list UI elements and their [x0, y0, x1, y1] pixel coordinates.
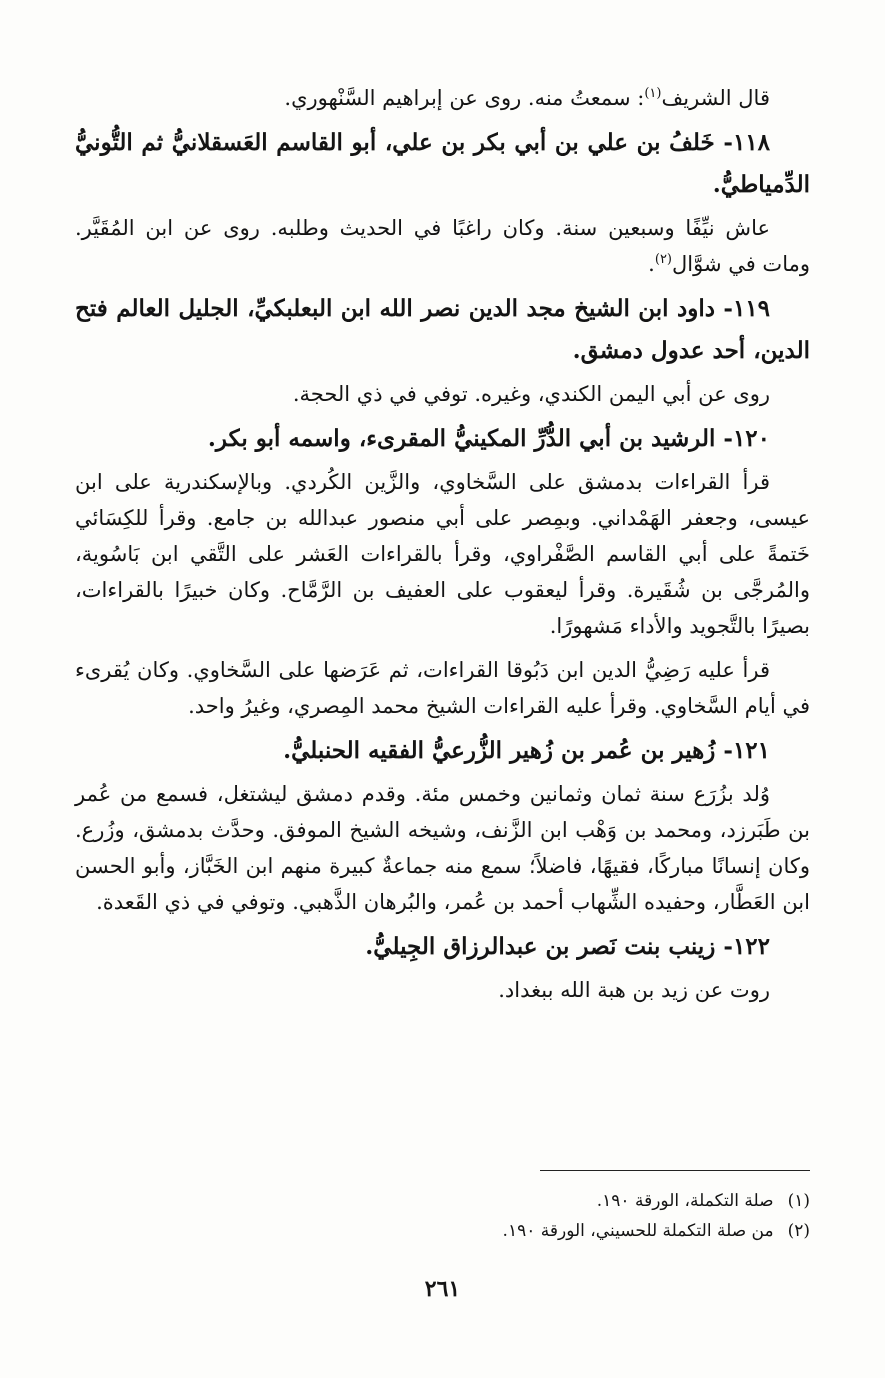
main-text: [75, 80, 810, 1008]
entry-122-heading: ١٢٢- زينب بنت نَصر بن عبدالرزاق الجِيليُّ.: [365, 933, 770, 960]
footnote-text: من صلة التكملة للحسيني، الورقة ١٩٠.: [502, 1221, 774, 1241]
entry-119-heading: ١١٩- داود ابن الشيخ مجد الدين نصر الله ابن البعلبكيِّ، الجليل العالم فتح الدين، أحد عدول دمشق.: [75, 295, 810, 364]
intro-text: قال الشريف: [661, 86, 770, 110]
entry-118-end: .: [648, 252, 655, 276]
footnote-2: [75, 1216, 810, 1246]
intro-paragraph: [75, 80, 810, 116]
footnote-1: [75, 1186, 810, 1216]
footnote-ref-2: (٢): [654, 252, 672, 267]
footnote-number: (١): [787, 1191, 810, 1211]
entry-118-text: عاش نيِّفًا وسبعين سنة. وكان راغبًا في الحديث وطلبه. روى عن ابن المُقَيَّر. ومات في شوَّال: [75, 216, 810, 276]
footnote-ref-1: (١): [644, 86, 662, 101]
entry-118-heading: ١١٨- خَلفُ بن علي بن أبي بكر بن علي، أبو القاسم العَسقلانيُّ ثم التُّونيُّ الدِّمياطيُّ.: [75, 129, 810, 198]
entry-118-body: [75, 210, 810, 282]
entry-119-body: روى عن أبي اليمن الكندي، وغيره. توفي في ذي الحجة.: [292, 382, 770, 406]
footnote-divider: [540, 1170, 810, 1171]
entry-120-body-2: قرأ عليه رَضِيُّ الدين ابن دَبُوقا القراءات، ثم عَرَضها على السَّخاوي. وكان يُقرىء في أيام السَّخاوي. وقرأ عليه القراءات الشيخ محمد المِصري، وغيرُ واحد.: [75, 658, 810, 718]
entry-121-heading: ١٢١- زُهير بن عُمر بن زُهير الزُّرعيُّ الفقيه الحنبليُّ.: [283, 737, 770, 764]
entry-120-heading: ١٢٠- الرشيد بن أبي الدُّرِّ المكينيُّ المقرىء، واسمه أبو بكر.: [207, 425, 770, 452]
footnotes: [75, 1186, 810, 1246]
entry-120-body-1: قرأ القراءات بدمشق على السَّخاوي، والزَّين الكُردي. وبالإسكندرية على ابن عيسى، وجعفر الهَمْداني. وبمِصر على أبي منصور عبدالله بن جامع. وقرأ للكِسَائي خَتمةً على أبي القاسم الصَّفْراوي، وقرأ بالقراءات العَشر على التَّقي ابن بَاسُوية، والمُرجَّى بن شُقَيرة. وقرأ ليعقوب على العفيف بن الرَّمَّاح. وكان خبيرًا بالقراءات، بصيرًا بالتَّجويد والأداء مَشهورًا.: [75, 470, 810, 638]
footnote-text: صلة التكملة، الورقة ١٩٠.: [596, 1191, 774, 1211]
page-number: ٢٦١: [424, 1276, 461, 1302]
entry-122-body: روت عن زيد بن هبة الله ببغداد.: [498, 978, 770, 1002]
entry-121-body: وُلد بزُرَع سنة ثمان وثمانين وخمس مئة. وقدم دمشق ليشتغل، فسمع من عُمر بن طَبَرزد، ومحمد بن وَهْب ابن الزَّنف، وشيخه الشيخ الموفق. وحدَّث بدمشق، وزُرع. وكان إنسانًا مباركًا، فقيهًا، فاضلاً؛ سمع منه جماعةٌ كبيرة منهم ابن الخَبَّاز، وأبو الحسن ابن العَطَّار، وحفيده الشِّهاب أحمد بن عُمر، والبُرهان الذَّهبي. وتوفي في ذي القَعدة.: [75, 782, 810, 914]
footnote-number: (٢): [787, 1221, 810, 1241]
intro-text-rest: : سمعتُ منه. روى عن إبراهيم السَّنْهوري.: [284, 86, 645, 110]
